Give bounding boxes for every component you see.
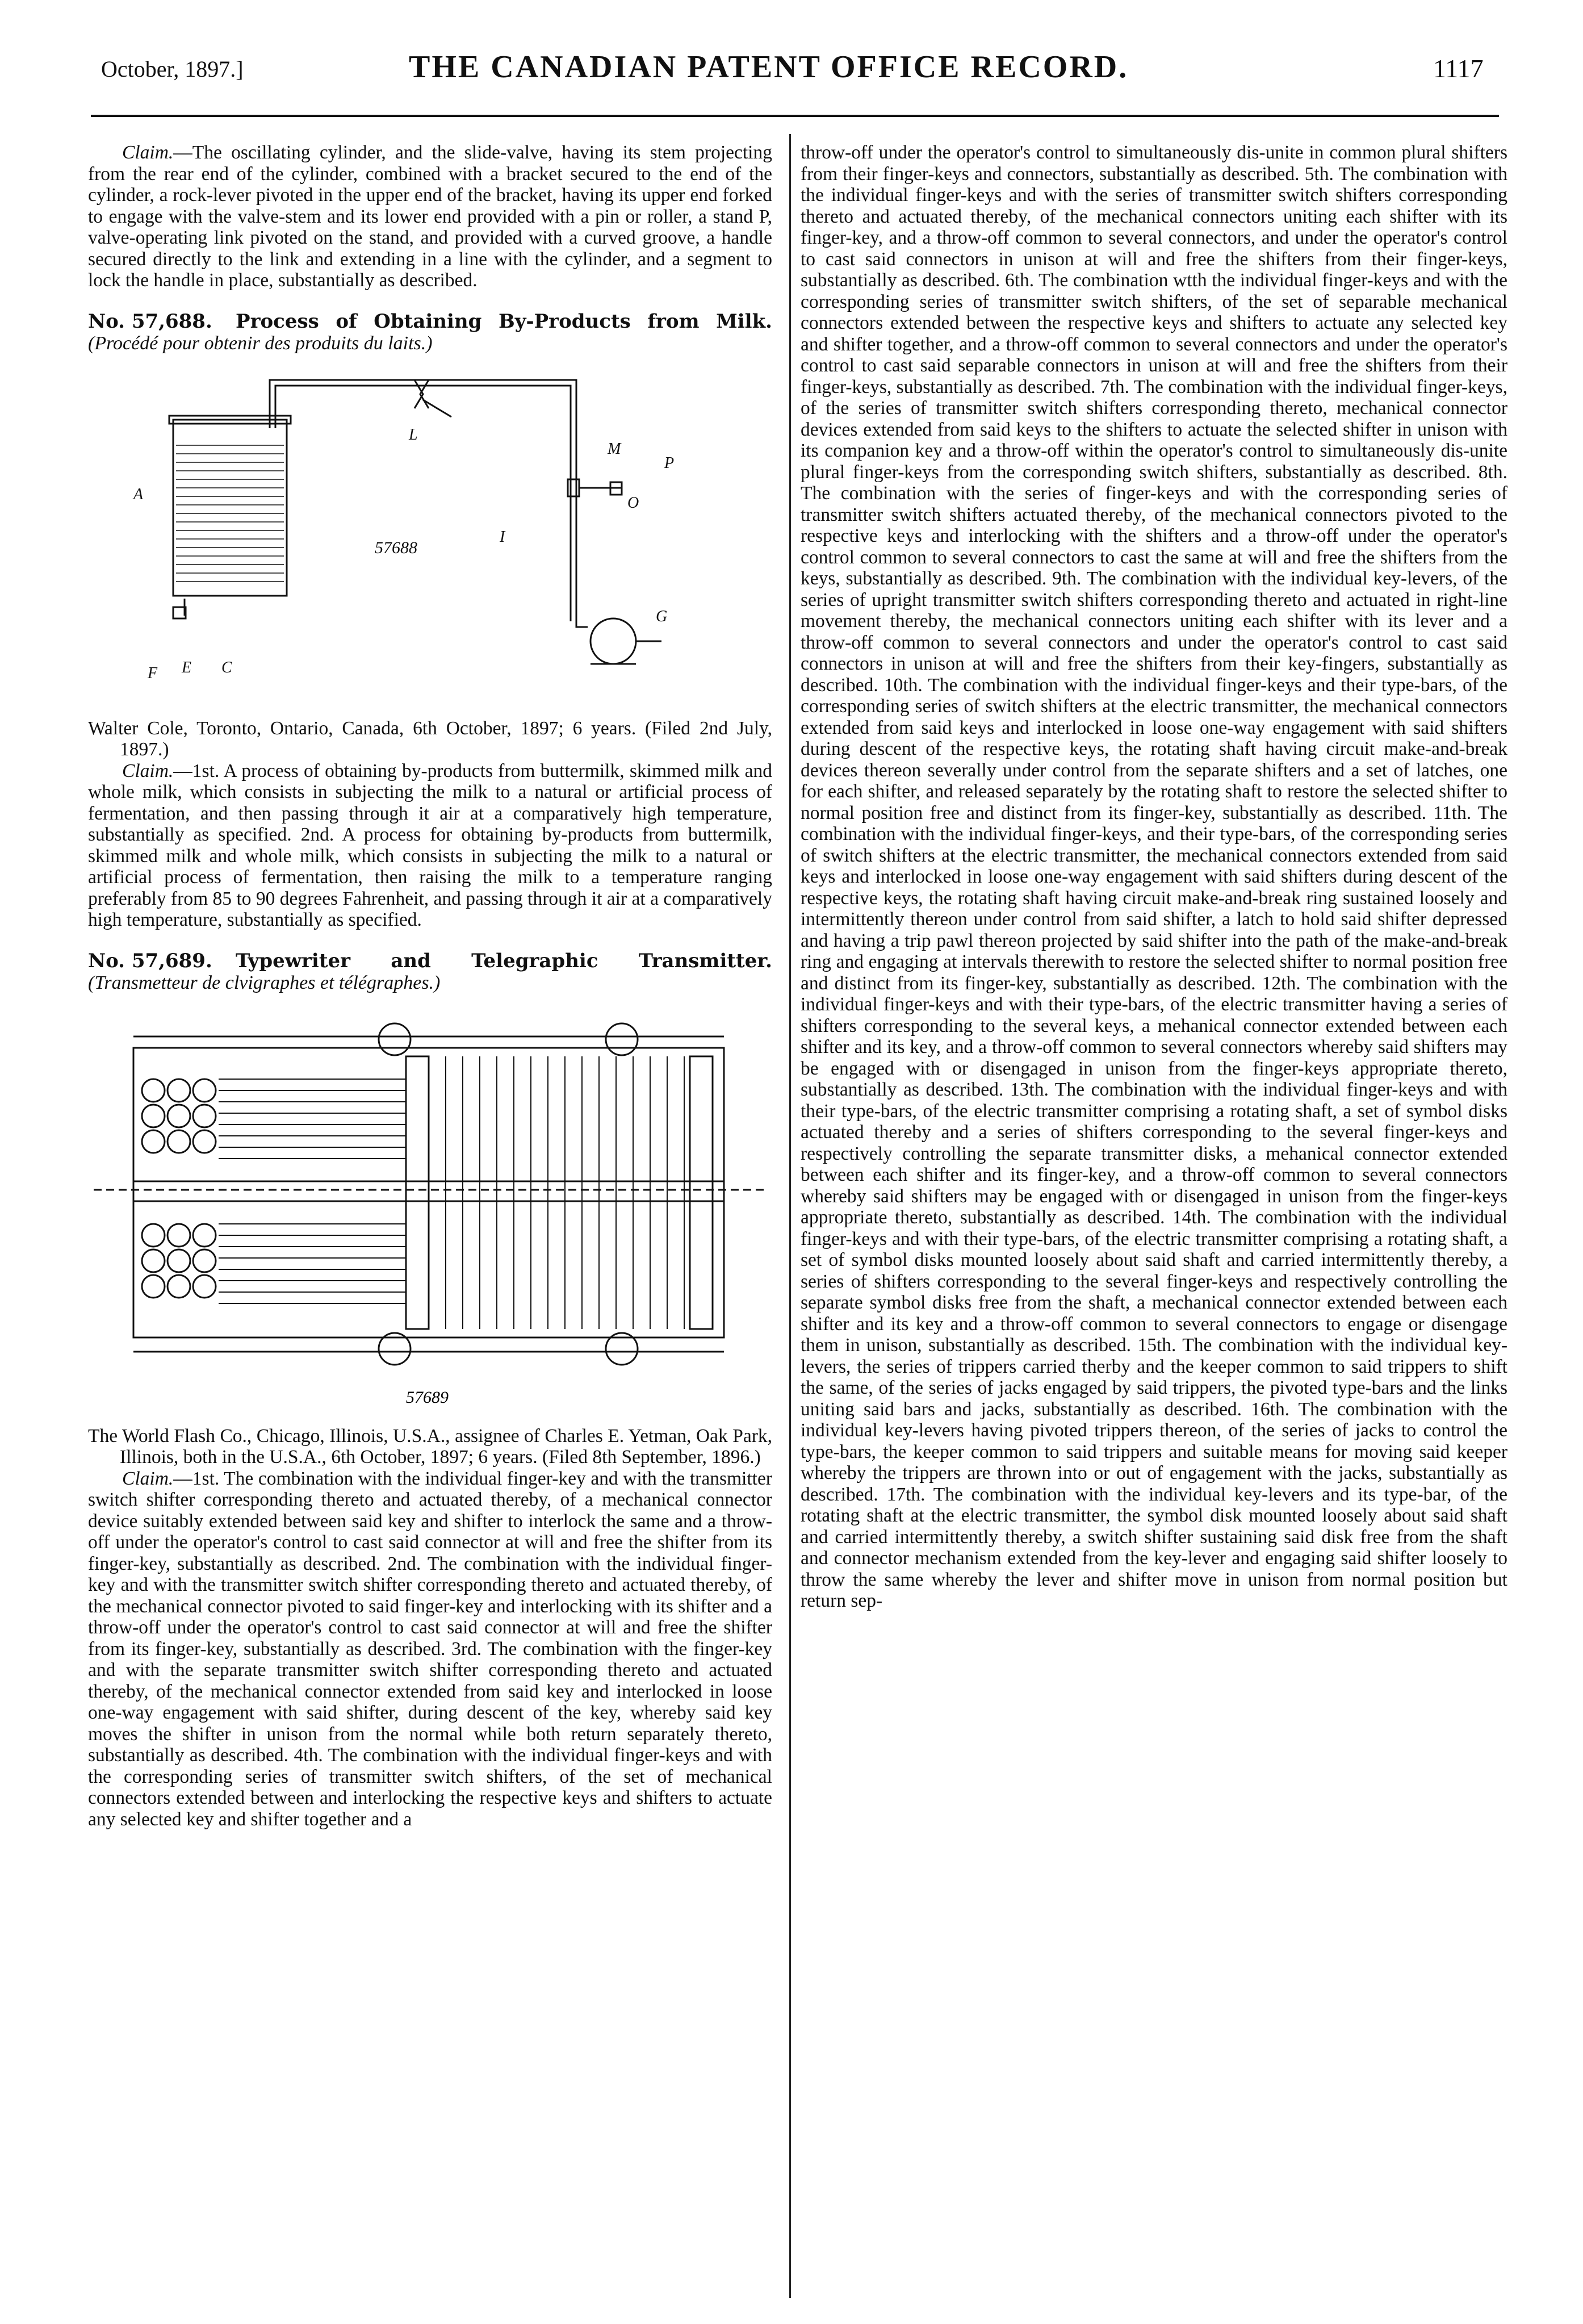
claim-label: Claim. xyxy=(122,1468,174,1489)
patent-number: No. 57,688. xyxy=(88,310,212,333)
fig-label-E: E xyxy=(182,658,192,676)
patent-57689-heading xyxy=(88,950,772,994)
header-rule xyxy=(91,115,1499,117)
claim-label: Claim. xyxy=(122,142,174,163)
milk-apparatus-drawing xyxy=(88,354,772,718)
fig-label-I: I xyxy=(500,528,505,546)
figure-number: 57689 xyxy=(406,1387,449,1407)
header-title: THE CANADIAN PATENT OFFICE RECORD. xyxy=(409,49,1129,85)
fig-label-L: L xyxy=(409,425,418,444)
opening-claim xyxy=(88,142,772,291)
patent-57688-applicant: Walter Cole, Toronto, Ontario, Canada, 6th October, 1897; 6 years. (Filed 2nd July, 1897.) xyxy=(88,717,772,760)
figure-number: 57688 xyxy=(375,538,417,557)
patent-57689-claim xyxy=(88,1468,772,1830)
claim-continuation: throw-off under the operator's control to simultaneously dis-unite in common plural shifters from their finger-keys and connectors, substantially as described. 5th. The combination with the individual finger-keys and with the series of transmitter switch shifters corresponding thereto and actuated thereby, of the mechanical connectors uniting each shifter with its finger-key, and a throw-off common to several connectors, and under the operator's control to cast said connectors in unison at will and free the shifters from their finger-keys, substantially as described. 6th. The combination wtth the individual finger-keys and with the corresponding series of transmitter switch shifters, of the set of separable mechanical connectors extended between the respective keys and shifters to actuate any selected key and shifter together, and a throw-off common to several connectors and under the operator's control to cast said separable connectors in unison at will and free the shifters from their finger-keys, substantially as described. 7th. The combination with the individual finger-keys, of the series of transmitter switch shifters corresponding thereto, mechanical connector devices extended from said keys to the shifters to actuate the selected shifter in unison with its companion key and a throw-off within the operator's control to simultaneously dis-unite plural finger-keys from the corresponding switch shifters, substantially as described. 8th. The combination with the series of finger-keys and with the corresponding series of transmitter switch shifters actuated thereby, of the mechanical connectors pivoted to the respective keys and interlocking with the shifters and a throw-off under the operator's control common to several connectors to cast the same at will and free the shifters from the keys, substantially as described. 9th. The combination with the individual key-levers, of the series of upright transmitter switch shifters corresponding thereto and actuated in right-line movement thereby, the mechanical connectors uniting each shifter with its lever and a throw-off common to several connectors and under the operator's control to cast said connectors in unison at will and free the shifters from their key-fingers, substantially as described. 10th. The combination with the individual finger-keys and their type-bars, of the corresponding series of switch shifters at the electric transmitter, the mechanical connectors extended from said keys and interlocked in loose one-way engagement with said shifters during descent of the respective keys, the rotating shaft having circuit make-and-break devices thereon severally under control from the separate shifters and a set of latches, one for each shifter, and released separately by the rotating shaft to restore the selected shifter to normal position free and distinct from its finger-key, substantially as described. 11th. The combination with the individual finger-keys, and their type-bars, of the corresponding series of switch shifters at the electric transmitter, the mechanical connectors extended from said keys and interlocked in loose one-way engagement with said shifters during descent of the respective keys, the rotating shaft having circuit make-and-break ring sustained loosely and intermittently thereon under control from said shifter, a latch to hold said shifter depressed and having a trip pawl thereon projected by said shifter into the path of the make-and-break ring and engaging at intervals therewith to restore the selected shifter to normal position free and distinct from its finger-key, substantially as described. 12th. The combination with the individual finger-keys and with their type-bars, of the electric transmitter having a series of shifters corresponding to the several keys, a mehanical connector extended between each shifter and its key, and a throw-off common to several connectors whereby said shifters may be engaged with or disengaged in unison from the finger-keys appropriate thereto, substantially as described. 13th. The combination with the individual finger-keys and with their type-bars, of the electric transmitter comprising a rotating shaft, a set of symbol disks actuated thereby and a series of shifters corresponding to the several finger-keys and respectively controlling the separate transmitter disks, a mehanical connector extended between each shifter and its finger-key, and a throw-off common to several connectors whereby said shifters may be engaged with or disengaged in unison from the finger-keys appropriate thereto, substantially as described. 14th. The combination with the individual finger-keys and with their type-bars, of the electric transmitter comprising a rotating shaft, a set of symbol disks mounted loosely about said shaft and carried intermittently thereby, a series of shifters corresponding to the several finger-keys and respectively controlling the separate symbol disks free from the shaft, a mechanical connector extended between each shifter and its key and a throw-off common to several connectors to engage or disengage them in unison, substantially as described. 15th. The combination with the individual key-levers, the series of trippers carried therby and the keeper common to said trippers to shift the same, of the series of jacks engaged by said trippers, the pivoted type-bars and the links uniting said bars and jacks, substantially as described. 16th. The combination with the individual key-levers having pivoted trippers thereon, of the series of jacks to control the type-bars, the keeper common to said trippers and suitable means for moving said keeper whereby the trippers are thrown into or out of engagement with the jacks, substantially as described. 17th. The combination with the individual key-levers and its type-bar, of the rotating shaft at the electric transmitter, the symbol disk mounted loosely about said shaft and carried intermittently thereby, a switch shifter sustaining said disk free from the shaft and connector mechanism extended from the key-lever and engaging said shifter loosely to throw the same whereby the lever and shifter move in unison from normal position but return sep- xyxy=(801,142,1507,1611)
fig-label-A: A xyxy=(133,485,144,503)
claim-text: —1st. The combination with the individual finger-key and with the transmitter switch shifter corresponding thereto and actuated thereby, of a mechanical connector device suitably extended between said key and shifter to interlock the same and a throw-off under the operator's control to cast said connector at will and free the shifter from its finger-key, substantially as described. 2nd. The combination with the individual finger-key and with the transmitter switch shifter corresponding thereto and actuated thereby, of the mechanical connector pivoted to said finger-key and interlocking with its shifter and a throw-off under the operator's control to cast said connector at will and free the shifter from its finger-key, substantially as described. 3rd. The combination with the finger-key and with the separate transmitter switch shifter corresponding thereto and actuated thereby, of the mechanical connector extended from said key and interlocked in loose one-way engagement with said shifter, during descent of the key, whereby said key moves the shifter in unison from the normal while both return separately thereto, substantially as described. 4th. The combination with the individual finger-keys and with the corresponding series of transmitter switch shifters, of the set of mechanical connectors extended between and interlocking the respective keys and shifters to actuate any selected key and shifter together and a xyxy=(88,1468,772,1830)
header-date: October, 1897.] xyxy=(101,56,244,82)
typewriter-transmitter-drawing xyxy=(88,994,772,1426)
left-column xyxy=(88,142,772,1830)
fig-label-G: G xyxy=(656,607,668,625)
fig-label-C: C xyxy=(221,658,232,676)
patent-57689-applicant: The World Flash Co., Chicago, Illinois, U.S.A., assignee of Charles E. Yetman, Oak Park, Illinois, both in the U.S.A., 6th October, 1897; 6 years. (Filed 8th September, 1896.) xyxy=(88,1425,772,1468)
patent-french-title: (Procédé pour obtenir des produits du laits.) xyxy=(88,332,433,354)
patent-title: Typewriter and Telegraphic Transmitter. xyxy=(236,949,772,972)
right-column xyxy=(801,142,1507,1612)
fig-label-P: P xyxy=(664,454,675,472)
patent-french-title: (Transmetteur de clvigraphes et télégraphes.) xyxy=(88,972,441,993)
header-page-number: 1117 xyxy=(1433,54,1484,83)
fig-label-O: O xyxy=(627,494,639,512)
page-header xyxy=(0,49,1583,89)
patent-57688-claim xyxy=(88,760,772,931)
claim-label: Claim. xyxy=(122,760,174,781)
fig-label-F: F xyxy=(148,664,158,682)
column-divider xyxy=(789,134,791,2298)
figure-57688 xyxy=(88,354,772,718)
figure-57689 xyxy=(88,994,772,1426)
patent-number: No. 57,689. xyxy=(88,949,212,972)
fig-label-M: M xyxy=(608,440,621,458)
patent-title: Process of Obtaining By-Products from Milk. xyxy=(236,310,772,333)
patent-57688-heading xyxy=(88,311,772,354)
claim-text: —The oscillating cylinder, and the slide-valve, having its stem projecting from the rear end of the cylinder, combined with a bracket secured to the end of the cylinder, a rock-lever pivoted in the upper end of the bracket, having its upper end forked to engage with the valve-stem and its lower end provided with a pin or roller, a stand P, valve-operating link pivoted on the stand, and provided with a curved groove, a handle secured directly to the link and extending in a line with the cylinder, and a segment to lock the handle in place, substantially as described. xyxy=(88,142,772,291)
claim-text: —1st. A process of obtaining by-products from buttermilk, skimmed milk and whole milk, which consists in subjecting the milk to a natural or artificial process of fermentation, and then passing through it air at a comparatively high temperature, substantially as specified. 2nd. A process for obtaining by-products from buttermilk, skimmed milk and whole milk, which consists in subjecting the milk to a natural or artificial process of fermentation, then raising the milk to a temperature ranging preferably from 85 to 90 degrees Fahrenheit, and passing through it air at a comparatively high temperature, substantially as specified. xyxy=(88,760,772,930)
